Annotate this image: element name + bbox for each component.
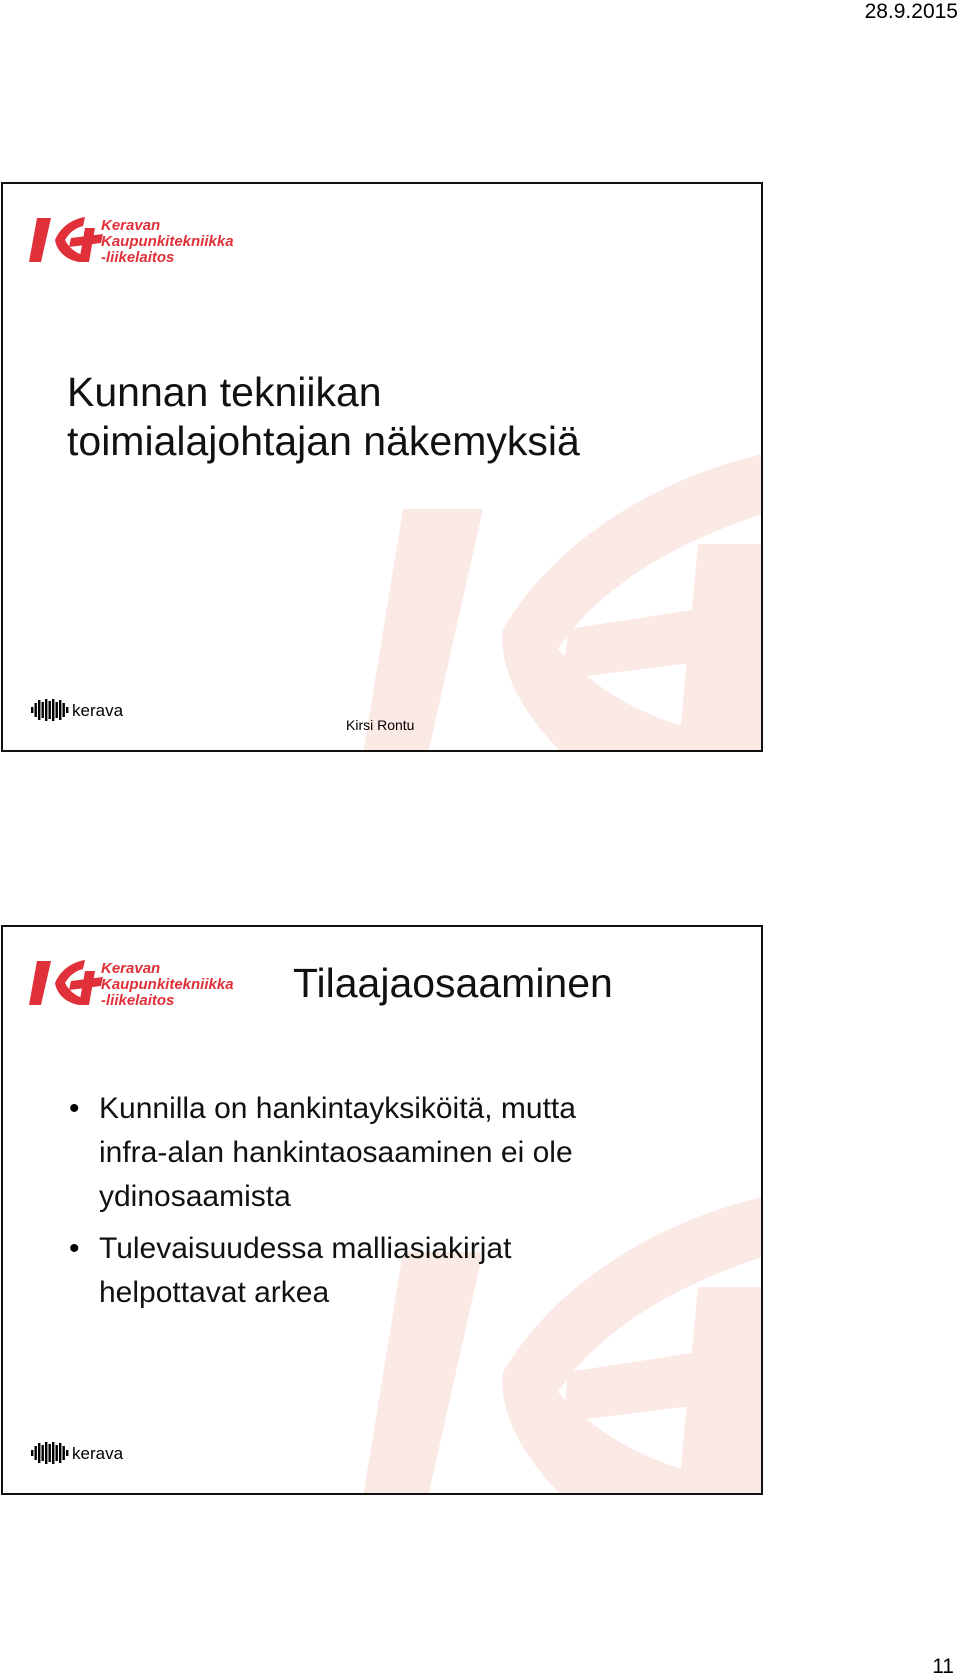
logo-line-1: Keravan [101, 960, 161, 977]
bullet-list [67, 1087, 707, 1323]
kt-logo [29, 210, 269, 270]
kerava-logo [31, 696, 161, 724]
bullet-1-line-2: infra-alan hankintaosaaminen ei ole [99, 1136, 573, 1169]
kerava-logo-text: kerava [72, 1444, 124, 1463]
presenter-name: Kirsi Rontu [346, 717, 415, 733]
kerava-logo [31, 1439, 161, 1467]
bullet-dot-icon: • [69, 1092, 80, 1125]
slide-2-title: Tilaajaosaaminen [293, 960, 613, 1006]
kt-watermark-icon [363, 454, 763, 752]
bullet-1-line-3: ydinosaamista [99, 1180, 291, 1213]
list-item [67, 1087, 707, 1219]
bullet-dot-icon: • [69, 1232, 80, 1265]
page-date: 28.9.2015 [864, 0, 958, 23]
kt-mark-icon [29, 960, 103, 1005]
logo-line-3: -liikelaitos [101, 992, 175, 1009]
slide-2 [1, 925, 763, 1495]
slide-1-title [67, 368, 707, 466]
bullet-2-line-1: Tulevaisuudessa malliasiakirjat [99, 1232, 512, 1265]
bullet-1-line-1: Kunnilla on hankintayksiköitä, mutta [99, 1092, 576, 1125]
page-number: 11 [932, 1655, 954, 1678]
logo-line-1: Keravan [101, 217, 161, 234]
kerava-wave-icon [31, 699, 68, 721]
logo-line-2: Kaupunkitekniikka [101, 233, 234, 250]
slide-1-title-line-1: Kunnan tekniikan [67, 369, 382, 415]
slide-1 [1, 182, 763, 752]
list-item [67, 1227, 707, 1315]
kerava-wave-icon [31, 1442, 68, 1464]
kerava-logo-text: kerava [72, 701, 124, 720]
logo-line-2: Kaupunkitekniikka [101, 976, 234, 993]
slide-1-title-line-2: toimialajohtajan näkemyksiä [67, 418, 580, 464]
kt-logo [29, 953, 269, 1013]
kt-mark-icon [29, 217, 103, 262]
bullet-2-line-2: helpottavat arkea [99, 1276, 330, 1309]
logo-line-3: -liikelaitos [101, 249, 175, 266]
